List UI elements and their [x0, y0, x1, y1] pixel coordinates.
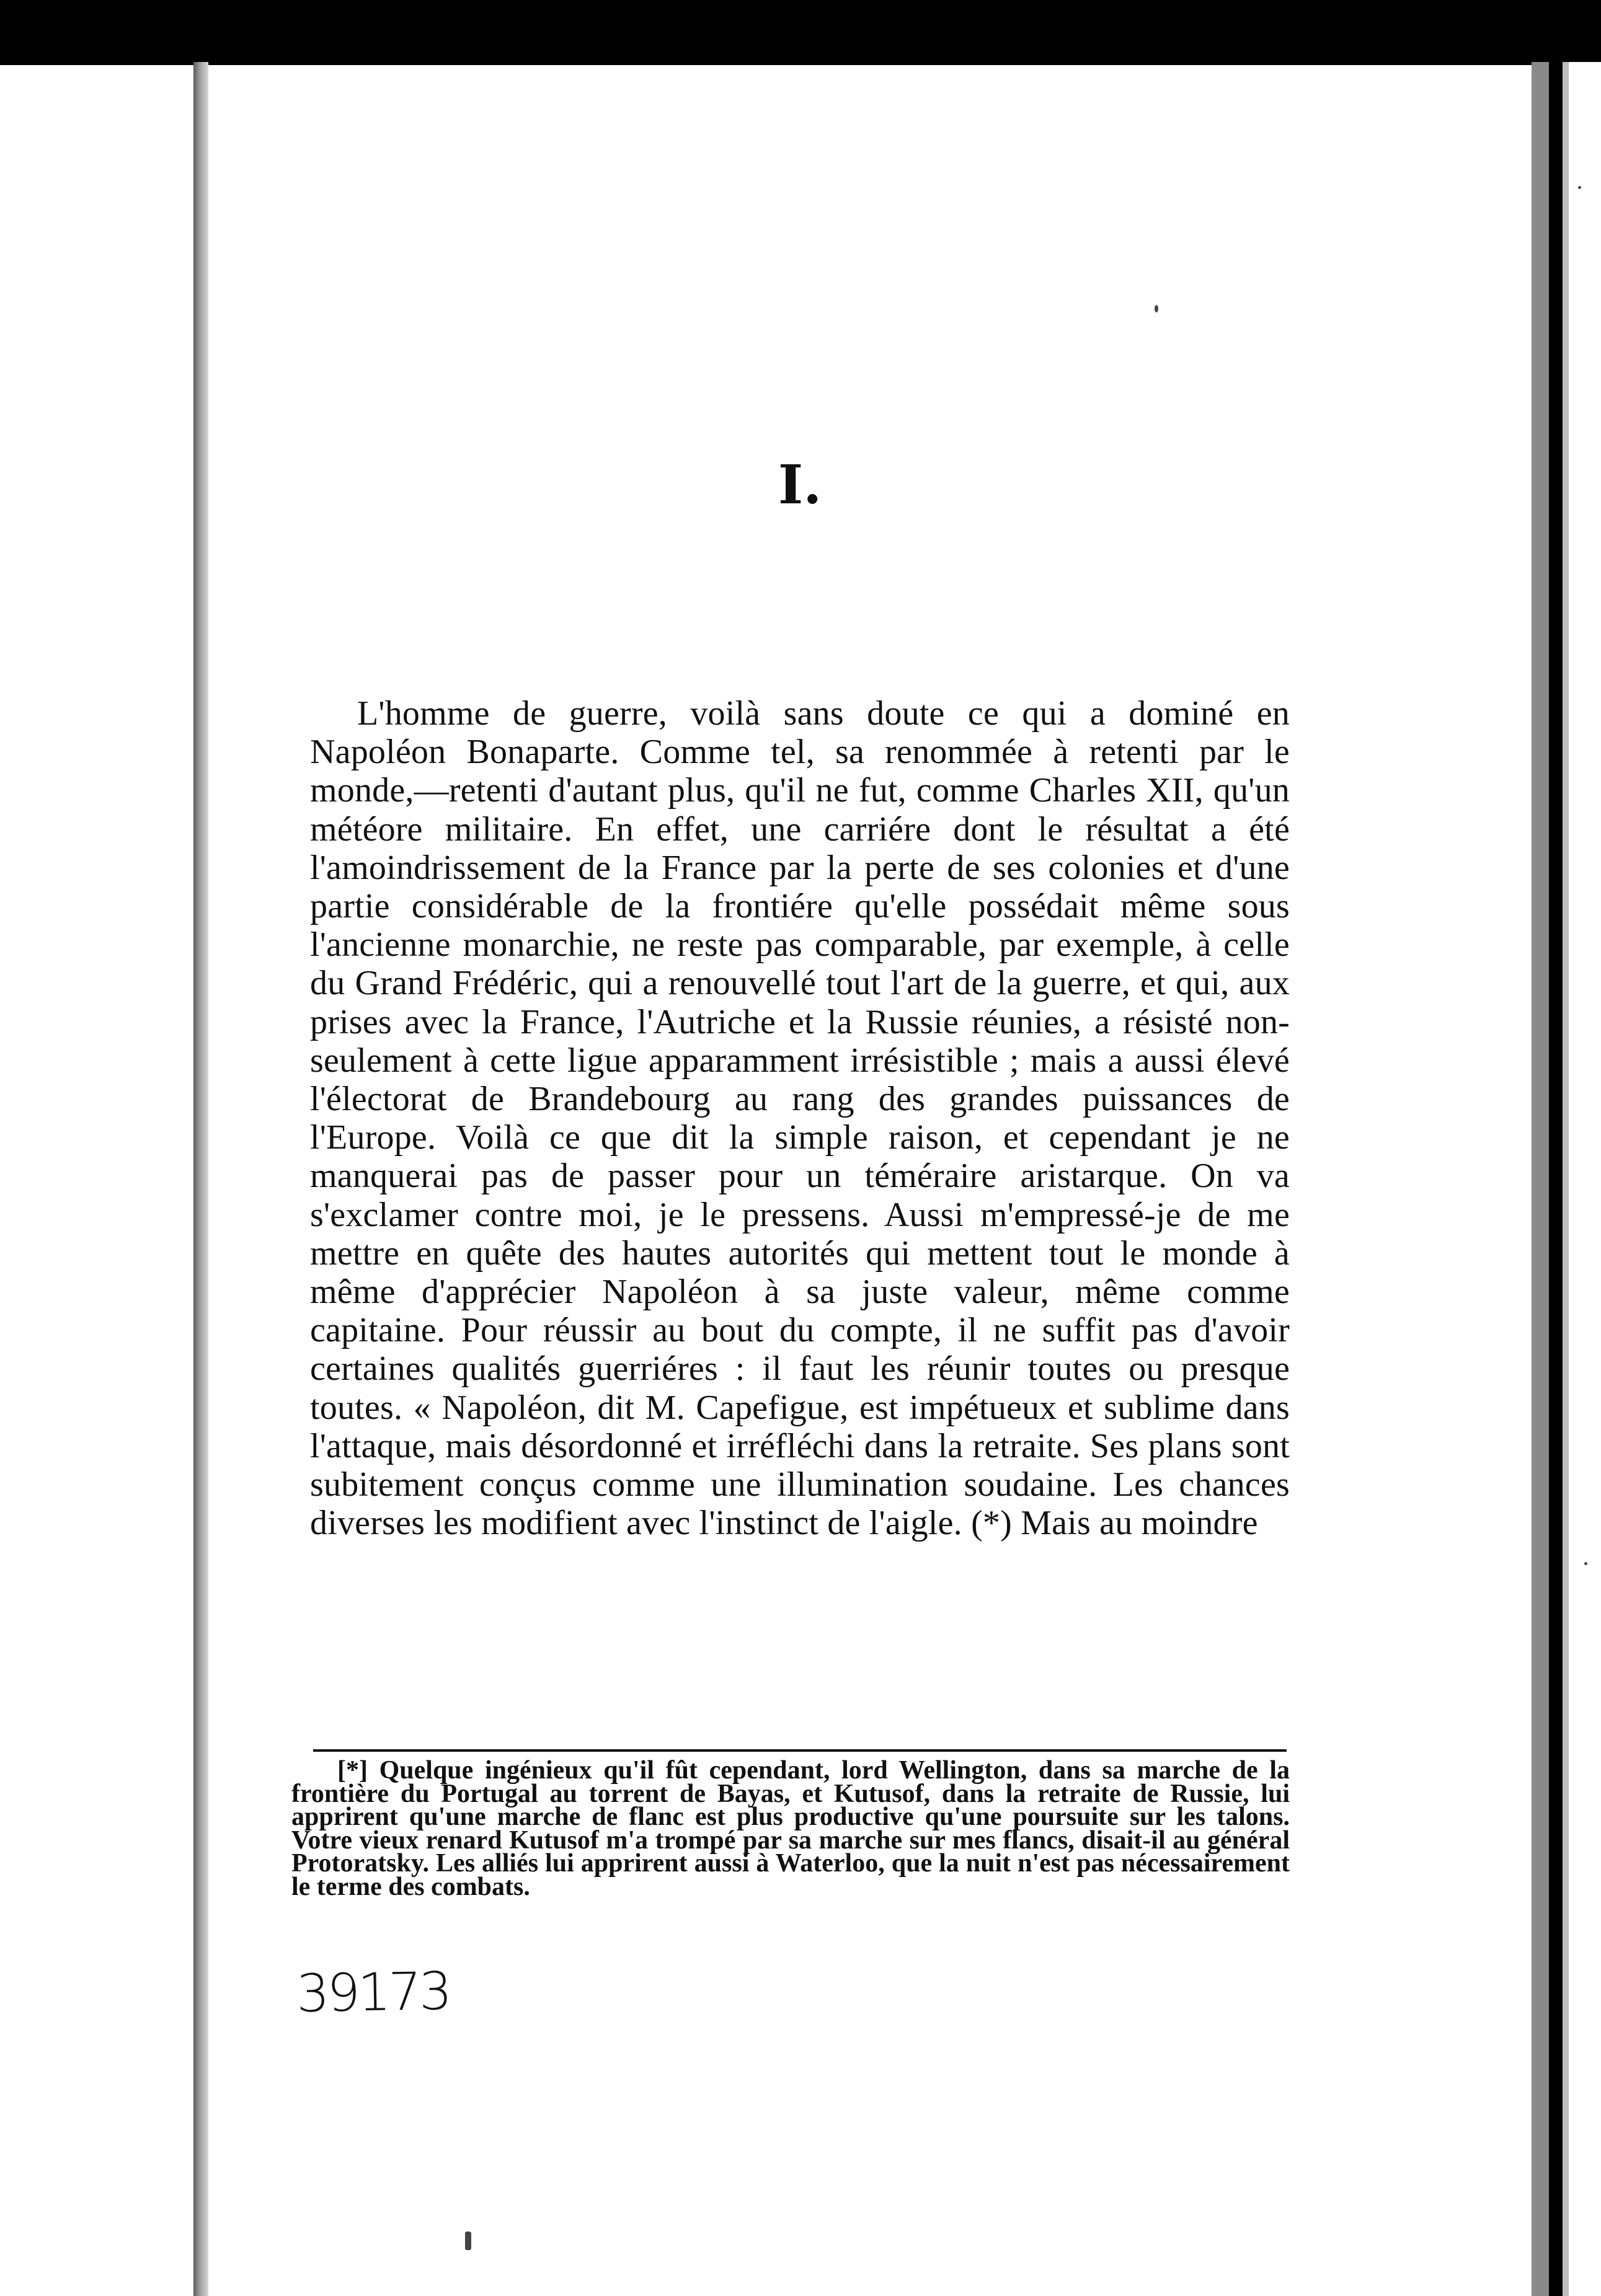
page-edge-shadow: [1532, 62, 1549, 2296]
left-margin: [0, 65, 192, 2296]
scan-speck: [1155, 305, 1158, 312]
scan-speck: [465, 2232, 471, 2250]
scan-top-border: [0, 0, 1601, 65]
main-paragraph: L'homme de guerre, voilà sans doute ce qui a dominé en Napoléon Bonaparte. Comme tel, sa renommée à retenti par le monde,—retenti d'autant plus, qu'il ne fut, comme Charles XII, qu'un météore militaire. En effet, une carriére dont le résultat a été l'amoindrissement de la France par la perte de ses colonies et d'une partie considérable de la frontiére qu'elle possédait même sous l'ancienne monarchie, ne reste pas comparable, par exemple, à celle du Grand Frédéric, qui a renouvellé tout l'art de la guerre, et qui, aux prises avec la France, l'Autriche et la Russie réunies, a résisté non-seulement à cette ligue apparamment irrésistible ; mais a aussi élevé l'électorat de Brandebourg au rang des grandes puissances de l'Europe. Voilà ce que dit la simple raison, et cependant je ne manquerai pas de passer pour un téméraire aristarque. On va s'exclamer contre moi, je le pressens. Aussi m'empressé-je de me mettre en quête des hautes autorités qui mettent tout le monde à même d'apprécier Napoléon à sa juste valeur, même comme capitaine. Pour réussir au bout du compte, il ne suffit pas d'avoir certaines qualités guerriéres : il faut les réunir toutes ou presque toutes. « Napoléon, dit M. Capefigue, est impétueux et sublime dans l'attaque, mais désordonné et irréfléchi dans la retraite. Ses plans sont subitement conçus comme une illumination soudaine. Les chances diverses les modifient avec l'instinct de l'aigle. (*) Mais au moindre: [310, 694, 1290, 1543]
page-edge-right: [1532, 62, 1601, 2296]
footnote: [*] Quelque ingénieux qu'il fût cependant, lord Wellington, dans sa marche de la frontière du Portugal au torrent de Bayas, et Kutusof, dans la retraite de Russie, lui apprirent qu'une marche de flanc est plus productive qu'une poursuite sur les talons. Votre vieux renard Kutusof m'a trompé par sa marche sur mes flancs, disait-il au général Protoratsky. Les alliés lui apprirent aussi à Waterloo, que la nuit n'est pas nécessairement le terme des combats.: [291, 1756, 1290, 1901]
scan-speck: [1584, 1562, 1587, 1565]
footnote-divider: [313, 1749, 1287, 1752]
page-edge-light: [1563, 62, 1569, 2296]
page-edge-dark: [1549, 62, 1563, 2296]
chapter-number: I.: [778, 454, 822, 516]
book-spine-shadow: [193, 62, 208, 2296]
scan-speck: [1578, 186, 1581, 189]
handwritten-catalog-number: 39173: [296, 1960, 451, 2024]
